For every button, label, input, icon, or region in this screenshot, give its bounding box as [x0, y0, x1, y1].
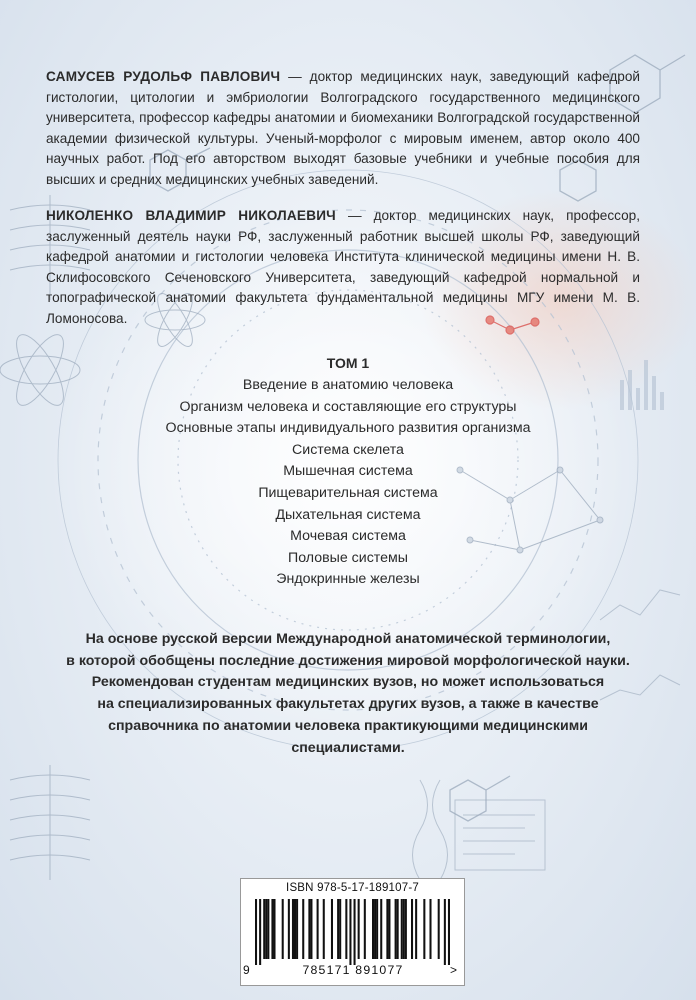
author-description: — доктор медицинских наук, профессор, заслуженный деятель науки РФ, заслуженный работник высшей школы РФ, заведующий кафедрой анатомии и гистологии человека Института клинической медицины имени Н. В. Склифосовского Сеченовского Университета, заведующий кафедрой нормальной и топографической анатомии факультета фундаментальной медицины МГУ имени М. В. Ломоносова. — [46, 208, 640, 326]
barcode-bar — [263, 899, 265, 959]
toc-item: Половые системы — [288, 549, 408, 566]
barcode-bar — [395, 899, 397, 959]
barcode-bar — [397, 899, 399, 959]
barcode-bar — [331, 899, 333, 959]
barcode-bar — [294, 899, 296, 959]
toc-item: Эндокринные железы — [276, 571, 420, 588]
barcode-bar — [288, 899, 290, 959]
barcode-first-digit: 9 — [243, 963, 250, 977]
barcode-bar — [337, 899, 339, 959]
barcode-bar — [415, 899, 417, 959]
barcode-bar — [429, 899, 431, 959]
barcode-bar — [345, 899, 347, 959]
barcode-bar — [388, 899, 390, 959]
barcode-bar — [444, 899, 446, 965]
barcode-bar — [308, 899, 310, 959]
barcode-bar — [438, 899, 440, 959]
barcode-image — [255, 899, 450, 965]
barcode-bar — [372, 899, 374, 959]
barcode-arrow: > — [450, 963, 458, 977]
barcode-digits: 785171 891077 — [302, 963, 404, 977]
toc-item: Введение в анатомию человека — [242, 377, 454, 393]
description-line: Рекомендован студентам медицинских вузов, но может использоваться — [91, 674, 605, 691]
barcode-bar — [401, 899, 403, 959]
isbn-label: ISBN 978-5-17-189107-7 — [286, 882, 419, 894]
barcode-bar — [386, 899, 388, 959]
barcode-bar — [282, 899, 284, 959]
isbn-barcode-block — [240, 878, 465, 986]
barcode-bar — [255, 899, 257, 965]
barcode-bar — [339, 899, 341, 959]
barcode-bar — [376, 899, 378, 959]
toc-item: Система скелета — [292, 441, 404, 458]
barcode-bar — [259, 899, 261, 965]
barcode-bar — [349, 899, 351, 965]
barcode-bar — [310, 899, 312, 959]
barcode-bar — [380, 899, 382, 959]
barcode-bar — [448, 899, 450, 965]
barcode-bar — [354, 899, 356, 965]
barcode-bar — [265, 899, 267, 959]
barcode-bar — [267, 899, 269, 959]
table-of-contents — [0, 353, 696, 591]
author-description: — доктор медицинских наук, заведующий кафедрой гистологии, цитологии и эмбриологии Волгоградского государственного медицинского университета, профессор кафедры анатомии и биомеханики Волгоградской государственной академии физической культуры. Ученый-морфолог с мировым именем, автор около 400 научных работ. Под его авторством выходят базовые учебники и учебные пособия для высших и средних медицинских учебных заведений. — [46, 69, 640, 187]
toc-item: Мочевая система — [290, 528, 406, 545]
toc-item: Дыхательная система — [275, 506, 421, 523]
barcode-bar — [271, 899, 273, 959]
barcode-bar — [405, 899, 407, 959]
book-description — [40, 629, 656, 759]
barcode-bar — [364, 899, 366, 959]
barcode-bar — [411, 899, 413, 959]
barcode-bar — [292, 899, 294, 959]
author-name: САМУСЕВ РУДОЛЬФ ПАВЛОВИЧ — [46, 69, 281, 84]
barcode-bar — [317, 899, 319, 959]
barcode-bar — [358, 899, 360, 959]
barcode-bar — [273, 899, 275, 959]
description-line: специалистами. — [291, 739, 405, 756]
description-line: На основе русской версии Международной анатомической терминологии, — [85, 631, 611, 647]
barcode-bar — [302, 899, 304, 959]
description-line: справочника по анатомии человека практикующими медицинскими — [108, 717, 588, 734]
author-bio-samusev — [46, 67, 640, 190]
toc-item: Основные этапы индивидуального развития организма — [165, 420, 531, 437]
barcode-bar — [374, 899, 376, 959]
barcode-bar — [423, 899, 425, 959]
toc-item: Пищеварительная система — [258, 484, 438, 501]
toc-item: Организм человека и составляющие его структуры — [179, 398, 517, 415]
toc-item: Мышечная система — [283, 463, 413, 480]
description-line: на специализированных факультетах других вузов, а также в качестве — [97, 696, 599, 713]
barcode-bar — [403, 899, 405, 959]
description-line: в которой обобщены последние достижения мировой морфологической науки. — [66, 652, 630, 669]
barcode-bar — [323, 899, 325, 959]
author-name: НИКОЛЕНКО ВЛАДИМИР НИКОЛАЕВИЧ — [46, 208, 336, 223]
author-bio-nikolenko — [46, 206, 640, 329]
volume-title: ТОМ 1 — [326, 355, 370, 371]
barcode-bar — [296, 899, 298, 959]
